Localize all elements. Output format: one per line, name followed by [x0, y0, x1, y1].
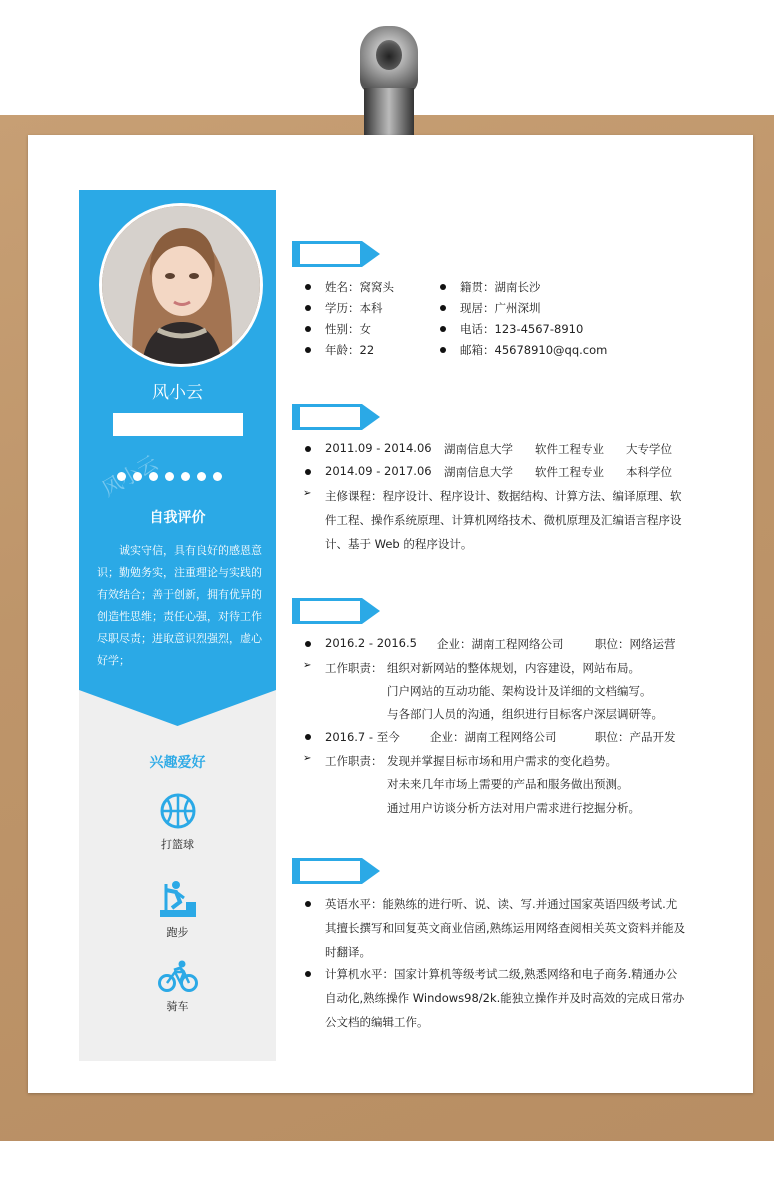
job-duty-label: ➢ 工作职责： [325, 660, 383, 676]
info-residence: 现居：广州深圳 [460, 301, 541, 315]
info-hometown: 籍贯：湖南长沙 [460, 280, 541, 294]
info-gender: 性别：女 [325, 322, 371, 336]
skill-english-line: 英语水平：能熟练的进行听、说、读、写.并通过国家英语四级考试.尤 [325, 897, 678, 911]
info-age: 年龄：22 [325, 343, 375, 357]
job-duty: 与各部门人员的沟通，组织进行目标客户深层调研等。 [387, 707, 663, 721]
treadmill-icon [158, 880, 198, 918]
job-duty: 对未来几年市场上需要的产品和服务做出预测。 [387, 777, 629, 791]
section-tab-education [292, 404, 382, 430]
job-duty: 组织对新网站的整体规划，内容建设，网站布局。 [387, 661, 640, 675]
job-position: 职位：网络运营 [595, 637, 676, 651]
job-duty-label: ➢ 工作职责： [325, 753, 383, 769]
edu-major: 软件工程专业 [535, 442, 604, 456]
edu-courses-line: 件工程、操作系统原理、计算机网络技术、微机原理及汇编语言程序设 [325, 513, 682, 527]
basketball-icon [159, 792, 197, 830]
edu-major: 软件工程专业 [535, 465, 604, 479]
edu-school: 湖南信息大学 [444, 442, 513, 456]
skill-computer-line: 自动化,熟练操作 Windows98/2k.能独立操作并及时高效的完成日常办 [325, 991, 685, 1005]
hobby-basketball [79, 792, 276, 852]
person-name: 风小云 [152, 383, 203, 403]
skill-computer-line: 计算机水平：国家计算机等级考试二级,熟悉网络和电子商务.精通办公 [325, 967, 678, 981]
info-phone: 电话：123-4567-8910 [460, 322, 584, 336]
avatar [99, 203, 263, 367]
edu-period: 2014.09 - 2017.06 [325, 464, 432, 478]
info-email: 邮箱：45678910@qq.com [460, 343, 608, 357]
hobby-cycling [79, 960, 276, 1014]
section-tab-basic [292, 241, 382, 267]
job-company: 企业：湖南工程网络公司 [430, 730, 557, 744]
edu-school: 湖南信息大学 [444, 465, 513, 479]
job-position: 职位：产品开发 [595, 730, 676, 744]
job-period: 2016.7 - 至今 [325, 730, 400, 744]
edu-courses-line: ➢ 主修课程：程序设计、程序设计、数据结构、计算方法、编译原理、软 [325, 488, 682, 504]
watermark: 风小云 [97, 450, 162, 502]
edu-degree: 本科学位 [626, 465, 672, 479]
skill-computer-line: 公文档的编辑工作。 [325, 1015, 429, 1029]
hobby-title: 兴趣爱好 [149, 755, 206, 771]
info-name: 姓名：窝窝头 [325, 280, 394, 294]
hobby-label: 打篮球 [161, 838, 194, 851]
bicycle-icon [158, 960, 198, 992]
skill-english-line: 时翻译。 [325, 945, 371, 959]
section-tab-work [292, 598, 382, 624]
sidebar [79, 190, 276, 1061]
hobby-running [79, 880, 276, 940]
job-duty: 门户网站的互动功能、架构设计及详细的文档编写。 [387, 684, 652, 698]
clip-ring-hole [376, 40, 402, 70]
self-evaluation-title: 自我评价 [149, 510, 206, 526]
info-education: 学历：本科 [325, 301, 383, 315]
job-period: 2016.2 - 2016.5 [325, 636, 417, 650]
edu-degree: 大专学位 [626, 442, 672, 456]
hobby-label: 骑车 [166, 1000, 189, 1013]
edu-period: 2011.09 - 2014.06 [325, 441, 432, 455]
avatar-portrait [102, 206, 260, 364]
skill-english-line: 其擅长撰写和回复英文商业信函,熟练运用网络查阅相关英文资料并能及 [325, 921, 686, 935]
job-duty: 通过用户访谈分析方法对用户需求进行挖掘分析。 [387, 801, 640, 815]
job-duty: 发现并掌握目标市场和用户需求的变化趋势。 [387, 754, 617, 768]
name-placeholder-box [113, 413, 243, 436]
edu-courses-line: 计、基于 Web 的程序设计。 [325, 537, 473, 551]
hobby-label: 跑步 [166, 926, 189, 939]
self-evaluation-text: 诚实守信，具有良好的感恩意识；勤勉务实，注重理论与实践的有效结合；善于创新，拥有优异的创造性思维；责任心强，对待工作尽职尽责；进取意识烈强烈，虚心好学； [97, 544, 262, 667]
job-company: 企业：湖南工程网络公司 [437, 637, 564, 651]
section-tab-skills [292, 858, 382, 884]
